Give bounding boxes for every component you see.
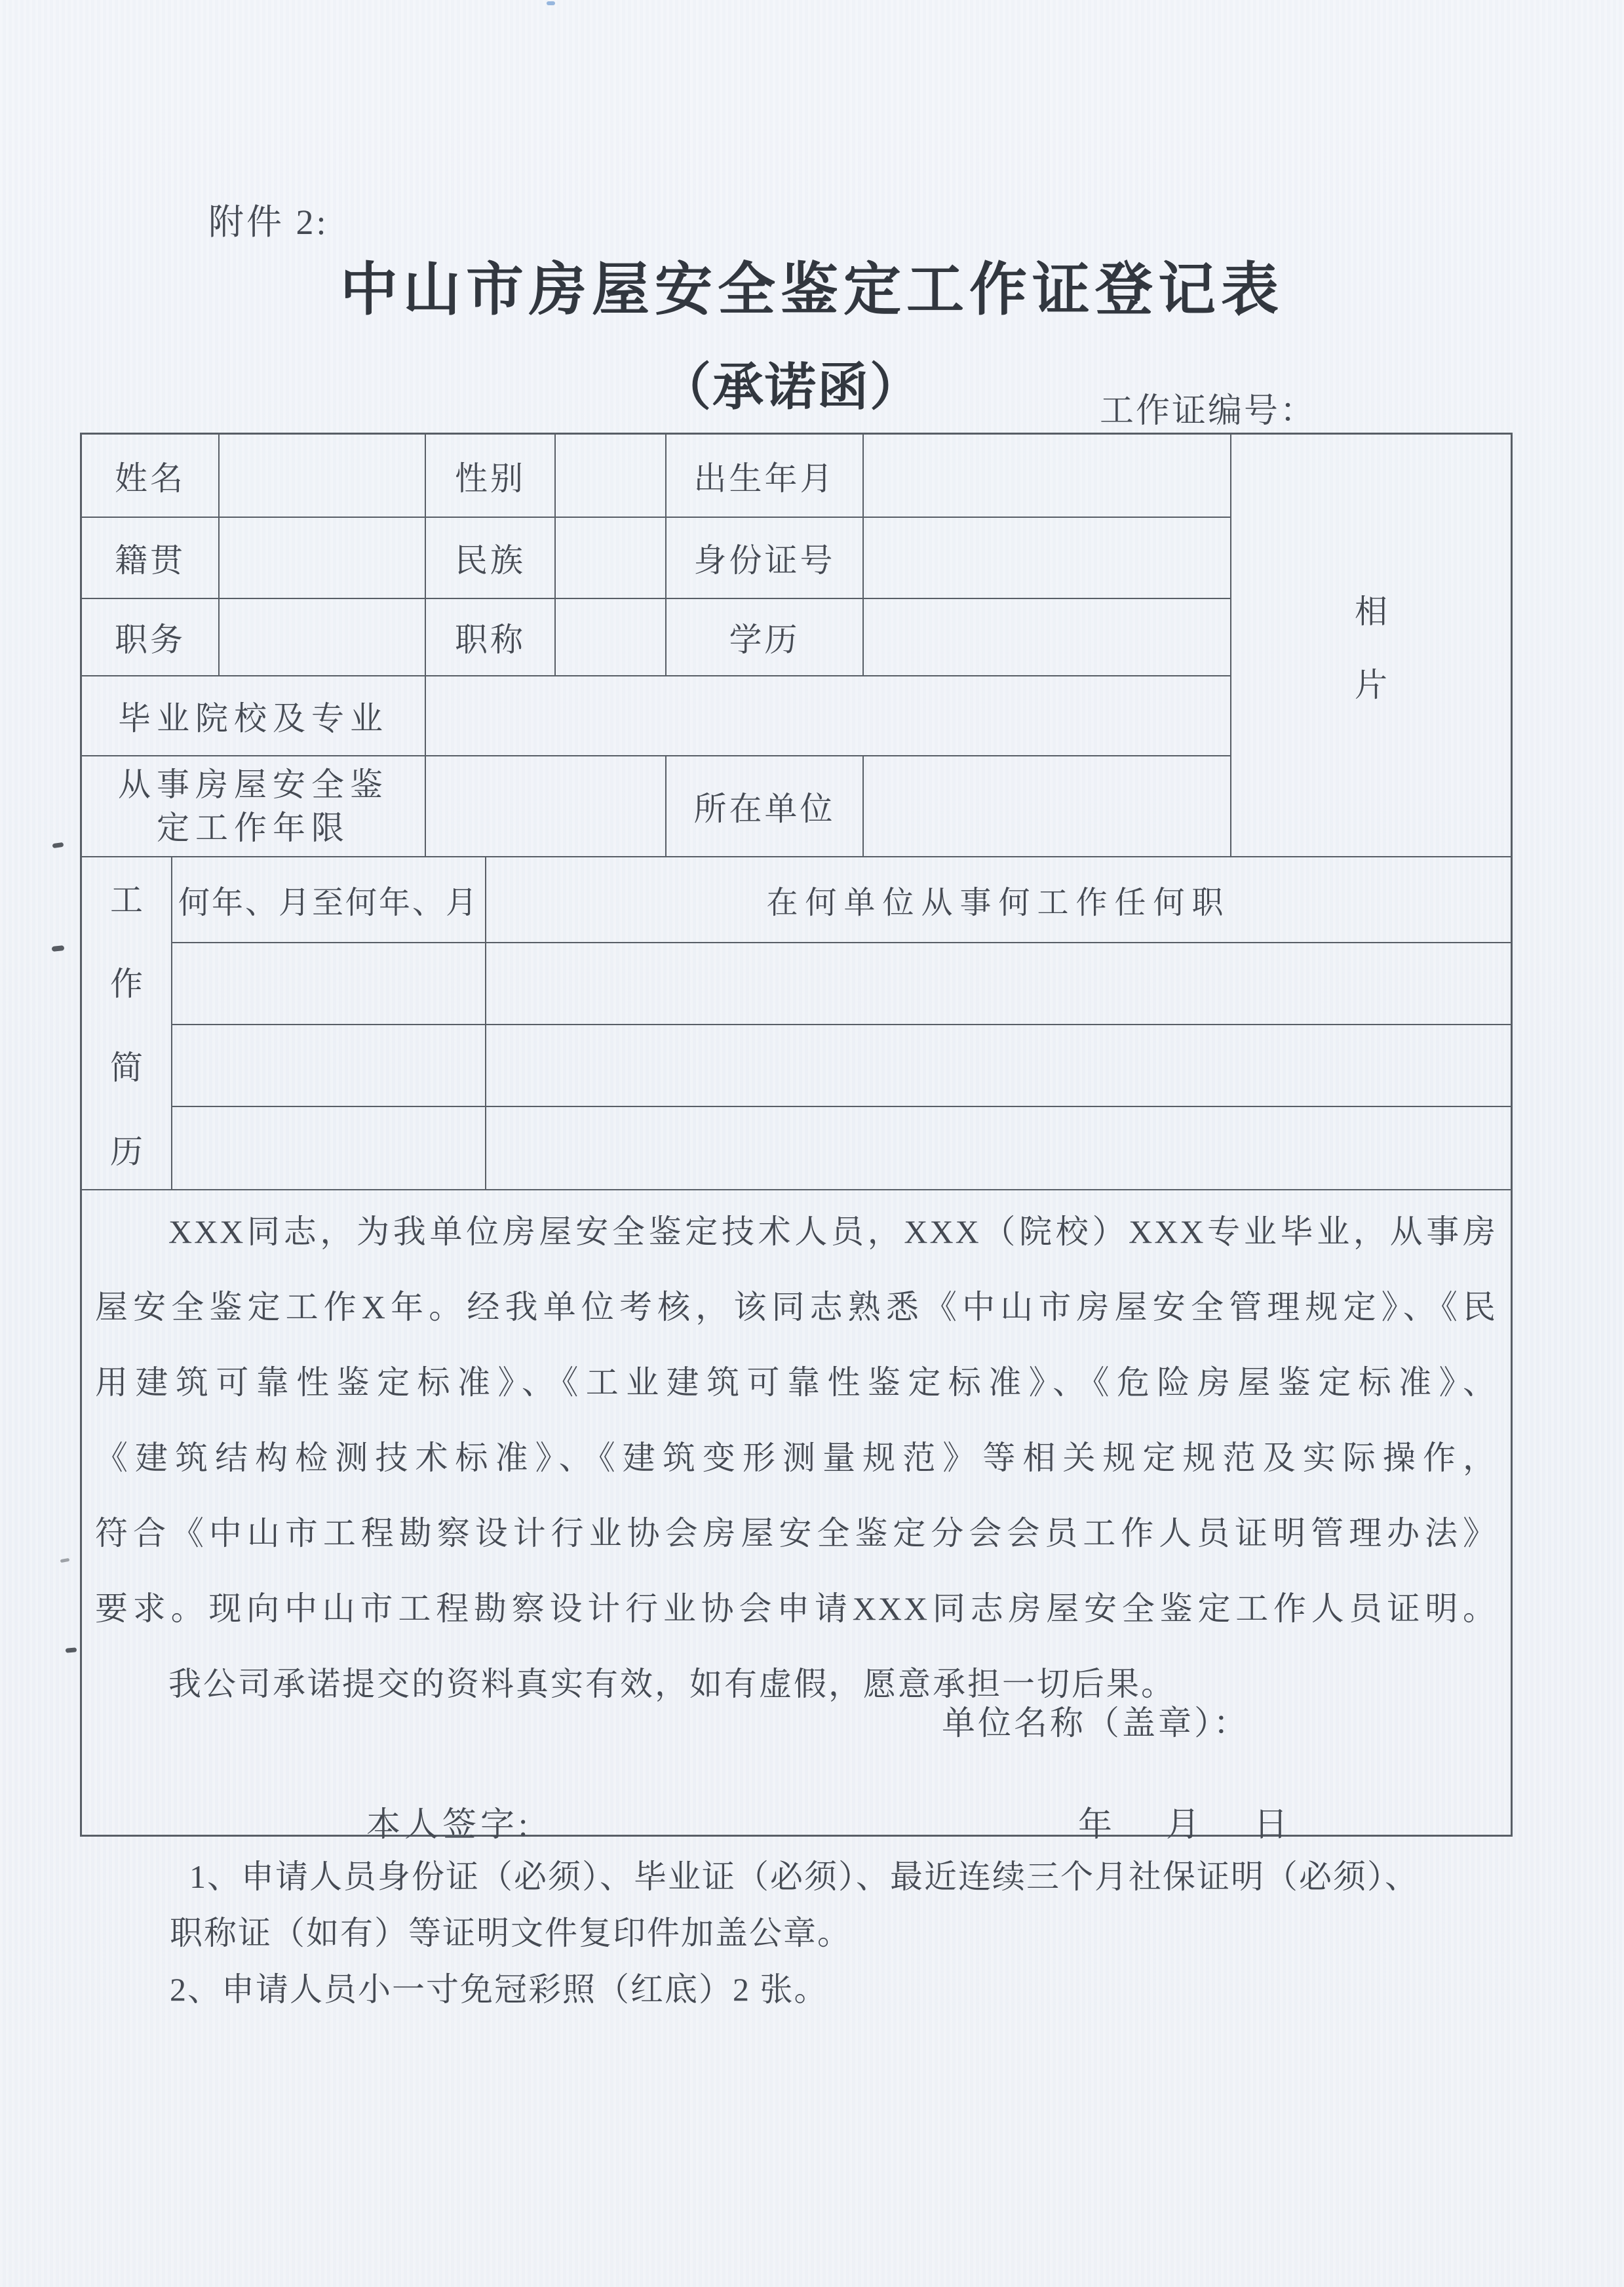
personal-info-grid [82, 435, 1511, 856]
scan-speck [66, 1647, 77, 1652]
native-place-label: 籍贯 [82, 518, 220, 599]
work-history-detail-header: 在何单位从事何工作任何职 [486, 857, 1511, 943]
education-value-cell [864, 599, 1231, 676]
education-label: 学历 [667, 599, 864, 676]
id-number-value-cell [864, 518, 1231, 599]
cert-number-label: 工作证编号： [1100, 393, 1317, 430]
photo-label-char: 相 [1355, 593, 1387, 630]
commitment-line: 我公司承诺提交的资料真实有效，如有虚假，愿意承担一切后果。 [168, 1666, 1176, 1702]
native-place-value-cell [220, 518, 426, 599]
professional-title-label: 职称 [426, 599, 556, 676]
commitment-line: 屋安全鉴定工作X年。经我单位考核，该同志熟悉《中山市房屋安全管理规定》、《民 [95, 1289, 1498, 1325]
professional-title-value-cell [556, 599, 667, 676]
ethnic-group-value-cell [556, 518, 667, 599]
work-unit-value-cell [864, 756, 1231, 856]
day-label: 日 [1254, 1807, 1288, 1844]
gender-value-cell [556, 435, 667, 518]
commitment-line: 符合《中山市工程勘察设计行业协会房屋安全鉴定分会会员工作人员证明管理办法》 [95, 1515, 1498, 1552]
work-history-period-cell [172, 1107, 486, 1189]
commitment-line: 用建筑可靠性鉴定标准》、《工业建筑可靠性鉴定标准》、《危险房屋鉴定标准》、 [95, 1364, 1498, 1401]
work-history-period-cell [172, 943, 486, 1025]
name-value-cell [220, 435, 426, 518]
scan-speck [547, 1, 555, 5]
school-major-label: 毕业院校及专业 [82, 676, 426, 756]
work-history-detail-cell [486, 1025, 1511, 1107]
ethnic-group-label: 民族 [426, 518, 556, 599]
work-history-detail-cell [486, 1107, 1511, 1189]
commitment-section [82, 1189, 1511, 1844]
footnote-line: 职称证（如有）等证明文件复印件加盖公章。 [170, 1915, 851, 1951]
photo-label-char: 片 [1355, 666, 1387, 703]
date-labels [1078, 1797, 1288, 1846]
work-history-label: 工 作 简 历 [82, 857, 172, 1189]
work-unit-label: 所在单位 [667, 756, 864, 856]
signature-label: 本人签字: [366, 1807, 532, 1844]
page-subtitle: （承诺函） [659, 359, 923, 416]
page-title: 中山市房屋安全鉴定工作证登记表 [339, 259, 1284, 323]
year-label: 年 [1078, 1807, 1113, 1844]
work-history-grid [82, 856, 1511, 1189]
work-history-detail-cell [486, 943, 1511, 1025]
years-engaged-label: 从事房屋安全鉴 定工作年限 [82, 756, 426, 856]
photo-box [1231, 435, 1511, 856]
scan-speck [52, 945, 65, 952]
gender-label: 性别 [426, 435, 556, 518]
scan-speck [52, 842, 64, 848]
birth-date-label: 出生年月 [667, 435, 864, 518]
years-engaged-value-cell [426, 756, 667, 856]
commitment-line: 《建筑结构检测技术标准》、《建筑变形测量规范》等相关规定规范及实际操作， [95, 1439, 1498, 1476]
scan-speck [60, 1558, 70, 1563]
work-history-period-header: 何年、月至何年、月 [172, 857, 486, 943]
name-label: 姓名 [82, 435, 220, 518]
footnotes [170, 1848, 1520, 2018]
footnote-line: 2、申请人员小一寸免冠彩照（红底）2 张。 [170, 1971, 828, 2008]
month-label: 月 [1166, 1807, 1201, 1844]
id-number-label: 身份证号 [667, 518, 864, 599]
position-label: 职务 [82, 599, 220, 676]
school-major-value-cell [426, 676, 1231, 756]
unit-seal-label: 单位名称（盖章）： [942, 1706, 1250, 1742]
birth-date-value-cell [864, 435, 1231, 518]
work-history-period-cell [172, 1025, 486, 1107]
commitment-line: XXX同志，为我单位房屋安全鉴定技术人员，XXX（院校）XXX专业毕业，从事房 [168, 1213, 1498, 1250]
registration-table [80, 433, 1513, 1844]
position-value-cell [220, 599, 426, 676]
attachment-label: 附件 2: [208, 203, 329, 242]
footnote-line: 1、申请人员身份证（必须）、毕业证（必须）、最近连续三个月社保证明（必须）、 [189, 1858, 1419, 1895]
commitment-line: 要求。现向中山市工程勘察设计行业协会申请XXX同志房屋安全鉴定工作人员证明。 [95, 1590, 1498, 1627]
